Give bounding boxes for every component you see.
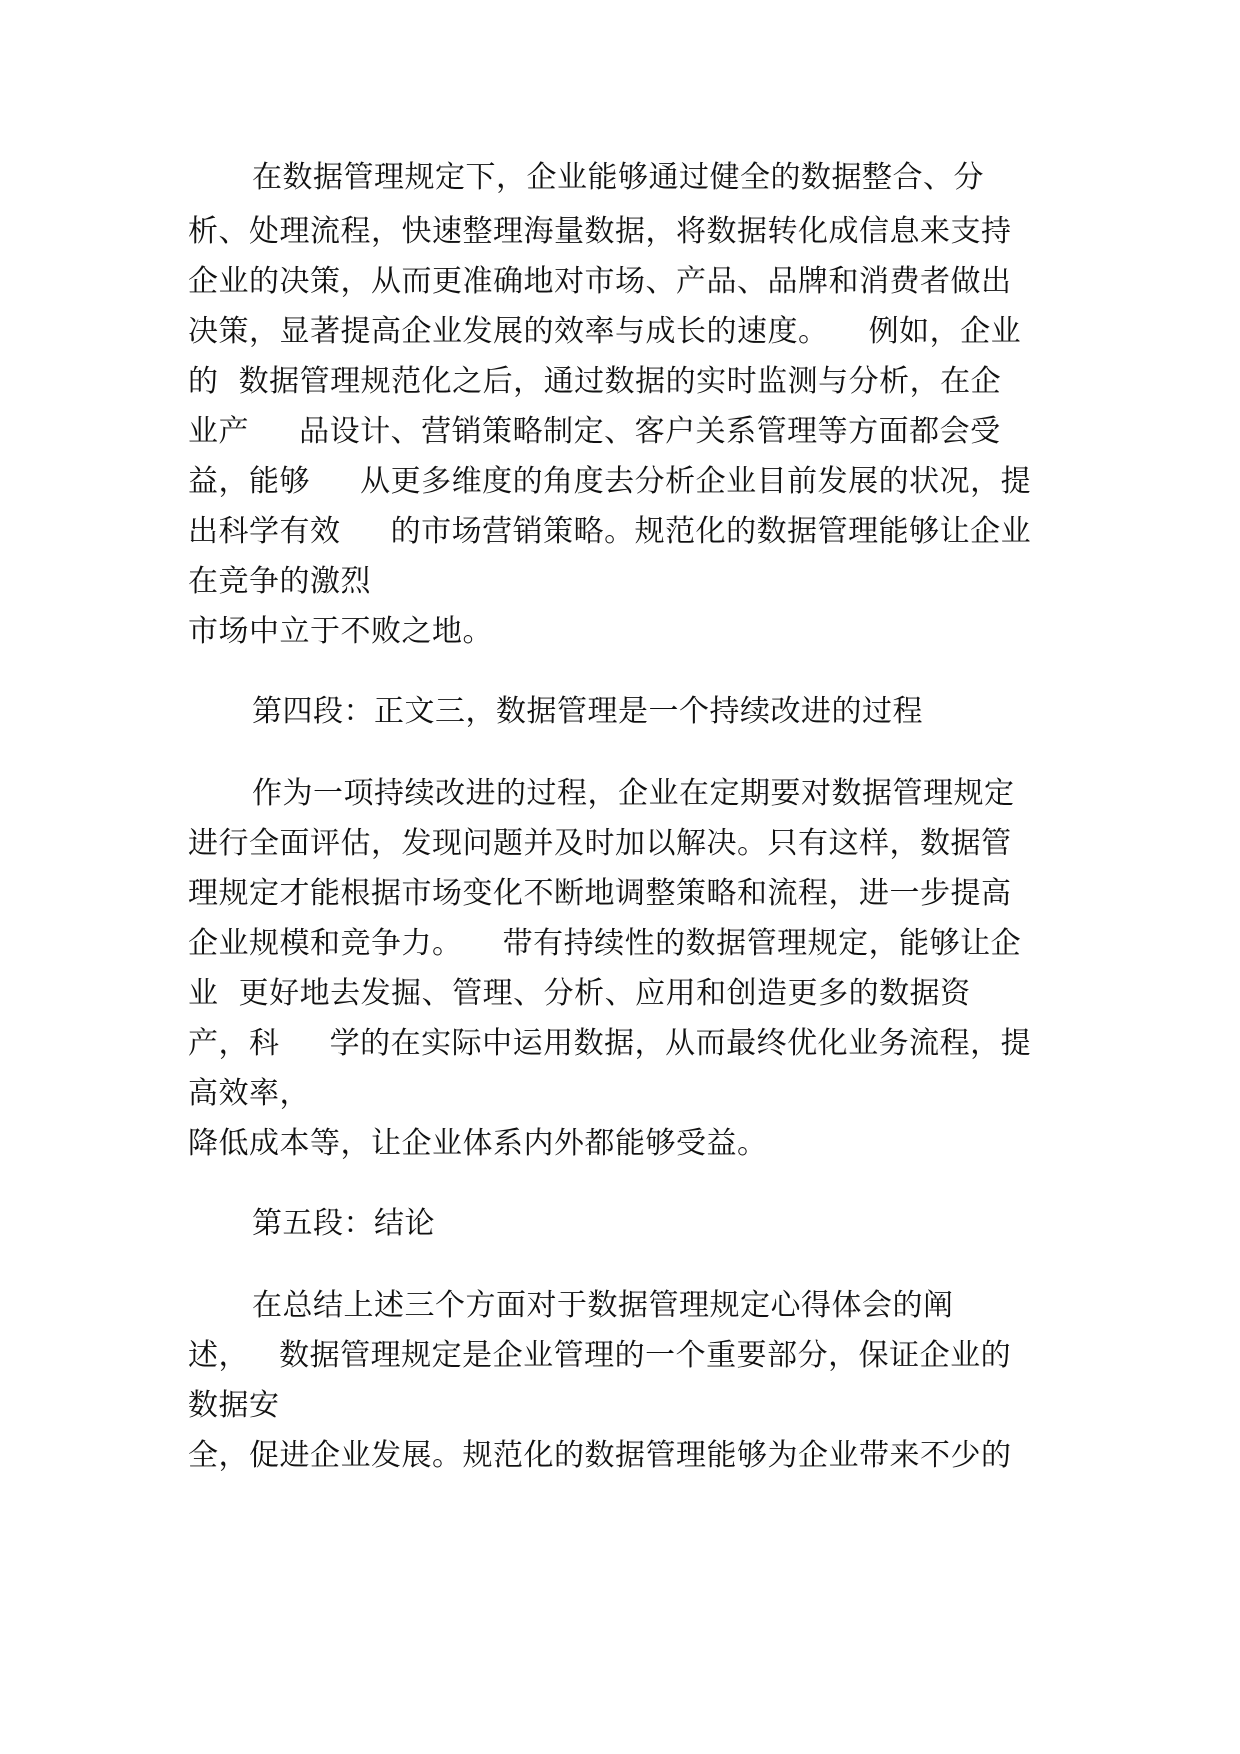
paragraph-line: 析、处理流程，快速整理海量数据，将数据转化成信息来支持 <box>188 214 1012 249</box>
section-heading: 第五段：结论 <box>252 1206 435 1241</box>
paragraph-line: 理规定才能根据市场变化不断地调整策略和流程，进一步提高 <box>188 876 1012 911</box>
paragraph-line: 产，科 学的在实际中运用数据，从而最终优化业务流程，提 <box>188 1026 1032 1061</box>
paragraph-line: 业 更好地去发掘、管理、分析、应用和创造更多的数据资 <box>188 976 971 1011</box>
paragraph-line: 在竞争的激烈 <box>188 564 371 599</box>
paragraph-line: 全，促进企业发展。规范化的数据管理能够为企业带来不少的 <box>188 1438 1012 1473</box>
paragraph-line: 的 数据管理规范化之后，通过数据的实时监测与分析，在企 <box>188 364 1002 399</box>
paragraph-line: 决策，显著提高企业发展的效率与成长的速度。 例如，企业 <box>188 314 1022 349</box>
paragraph-line: 作为一项持续改进的过程，企业在定期要对数据管理规定 <box>252 776 1015 811</box>
paragraph-line: 述， 数据管理规定是企业管理的一个重要部分，保证企业的 <box>188 1338 1012 1373</box>
paragraph-line: 在总结上述三个方面对于数据管理规定心得体会的阐 <box>252 1288 954 1323</box>
paragraph-line: 高效率， <box>188 1076 310 1111</box>
paragraph-line: 进行全面评估，发现问题并及时加以解决。只有这样，数据管 <box>188 826 1012 861</box>
paragraph-line: 数据安 <box>188 1388 280 1423</box>
paragraph-line: 在数据管理规定下，企业能够通过健全的数据整合、分 <box>252 160 984 195</box>
paragraph-line: 出科学有效 的市场营销策略。规范化的数据管理能够让企业 <box>188 514 1032 549</box>
section-heading: 第四段：正文三，数据管理是一个持续改进的过程 <box>252 694 923 729</box>
paragraph-line: 企业的决策，从而更准确地对市场、产品、品牌和消费者做出 <box>188 264 1012 299</box>
paragraph-line: 降低成本等，让企业体系内外都能够受益。 <box>188 1126 768 1161</box>
paragraph-line: 市场中立于不败之地。 <box>188 614 493 649</box>
paragraph-line: 业产 品设计、营销策略制定、客户关系管理等方面都会受 <box>188 414 1001 449</box>
paragraph-line: 企业规模和竞争力。 带有持续性的数据管理规定，能够让企 <box>188 926 1022 961</box>
paragraph-line: 益，能够 从更多维度的角度去分析企业目前发展的状况，提 <box>188 464 1032 499</box>
